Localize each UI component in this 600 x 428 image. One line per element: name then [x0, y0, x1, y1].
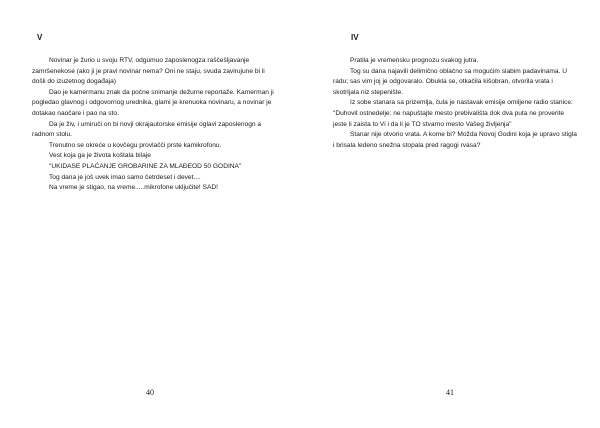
paragraph: Tog su dana najavili delimično oblačno sa mogućim slabim padavinama. U radu; sas vim joj je odgovaralo. Obukla se, otkačila kišobran, otvorila vrata i skotrljala niz stepenište.: [333, 67, 567, 96]
paragraph: Vest koja ga je života koštala bilaje: [49, 152, 151, 160]
paragraph: Na vreme je stigao, na vreme.....mikrofone uključite! SAD!: [49, 184, 218, 192]
chapter-heading: IV: [351, 33, 359, 42]
paragraph: Novinar je žurio u svoju RTV, odgumuo zaposlenogza raščešljavanje zamršenekose (ako ji je pravi novinar nema? Oni ne staju, svuda zavirujune bi li došli do izuzetnog događaja): [32, 57, 265, 86]
paragraph: Pratila je vremensku prognozu svakog jutra.: [350, 57, 479, 64]
chapter-heading: V: [37, 33, 43, 42]
body-text: [333, 56, 579, 151]
body-text: [32, 56, 278, 194]
paragraph: "UKIDASE PLAĆANJE GROBARINE ZA MLAĐEOD 50 GODINA": [49, 162, 242, 170]
paragraph: Trenutno se okreće u kovčegu provlačči prste kamikrofonu.: [49, 141, 222, 149]
paragraph: Iz sobe stanara sa prizemlja, čula je nastavak emisije omiljene radio stanice: "Duhovit ostnedelje: ne napuštajte mesto prebivališta dok dva puta ne proverite jeste li zaista to Vi i da li je TO stvarno mesto Vašeg življenja": [333, 99, 573, 128]
page-number: 40: [146, 388, 154, 397]
page-number: 41: [446, 388, 454, 397]
paragraph: Dao je kamermanu znak da počne snimanje dežurne reportaže. Kamerman ji pogledao glavnog i odgovornog urednika, glami je krenuoka novinaru, a novinar je dotakao naočare i pao na sto.: [32, 88, 274, 117]
paragraph: Tog dana je još uvek imao samo četrdeset i devet....: [49, 173, 201, 181]
right-page: [300, 0, 600, 428]
paragraph: Stanar nije otvorio vrata. A kome bi? Možda Novoj Godini koja je upravo stigla i brisala ledeno snežna stopala pred ragogi rvasa?: [333, 131, 577, 149]
paragraph: Da je živ, i umiruči on bi novji okrajautorske emisije oglavi zaposlenogn a radnom stolu.: [32, 120, 262, 139]
